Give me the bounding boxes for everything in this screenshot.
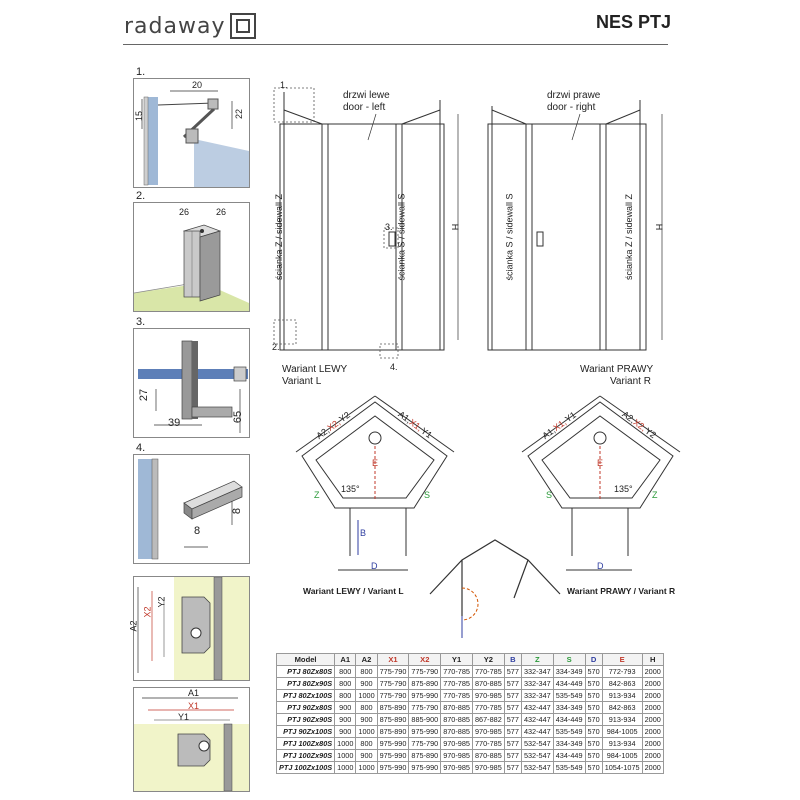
value-cell: 875-890	[377, 726, 409, 738]
plan-left-angle: 135°	[341, 484, 360, 494]
value-cell: 875-890	[377, 714, 409, 726]
value-cell: 900	[335, 702, 356, 714]
model-cell: PTJ 80Zx80S	[277, 666, 335, 678]
model-cell: PTJ 90Zx100S	[277, 726, 335, 738]
value-cell: 332-347	[521, 690, 553, 702]
table-header-d: D	[585, 654, 602, 666]
table-body	[277, 666, 664, 774]
value-cell: 775-790	[377, 690, 409, 702]
variant-left-pl: Wariant LEWY	[282, 364, 348, 375]
value-cell: 432-447	[521, 726, 553, 738]
table-header-y1: Y1	[441, 654, 473, 666]
table-header-e: E	[602, 654, 642, 666]
model-cell: PTJ 80Zx90S	[277, 678, 335, 690]
panel-1-number: 1.	[136, 66, 146, 78]
model-cell: PTJ 90Zx80S	[277, 702, 335, 714]
dim-26b: 26	[216, 207, 227, 217]
plan-left-s: S	[424, 490, 431, 500]
door-left-label-pl: drzwi lewe	[343, 90, 390, 101]
value-cell: 770-785	[472, 702, 504, 714]
plan-left-x1: X1,	[407, 417, 425, 433]
left-height-label: H	[450, 223, 461, 231]
value-cell: 570	[585, 690, 602, 702]
value-cell: 577	[504, 690, 521, 702]
value-cell: 570	[585, 702, 602, 714]
value-cell: 1000	[335, 750, 356, 762]
value-cell: 570	[585, 762, 602, 774]
model-cell: PTJ 90Zx90S	[277, 714, 335, 726]
value-cell: 913-934	[602, 714, 642, 726]
variant-right-pl: Wariant PRAWY	[580, 364, 654, 375]
callout-3: 3.	[385, 222, 393, 232]
value-cell: 1000	[356, 690, 377, 702]
value-cell: 875-890	[377, 702, 409, 714]
value-cell: 870-885	[472, 750, 504, 762]
value-cell: 770-785	[472, 666, 504, 678]
plan-left-caption: Wariant LEWY / Variant L	[303, 586, 404, 596]
value-cell: 334-349	[553, 738, 585, 750]
label-a2: A2	[128, 620, 139, 632]
value-cell: 770-785	[441, 678, 473, 690]
value-cell: 970-985	[441, 738, 473, 750]
value-cell: 332-347	[521, 666, 553, 678]
value-cell: 2000	[642, 738, 663, 750]
value-cell: 434-449	[553, 750, 585, 762]
value-cell: 577	[504, 762, 521, 774]
value-cell: 775-790	[377, 678, 409, 690]
value-cell: 800	[356, 666, 377, 678]
label-y1: Y1	[178, 712, 190, 722]
value-cell: 975-990	[377, 762, 409, 774]
plan-left-x2: X2,	[325, 417, 343, 433]
plan-left-b: B	[360, 528, 367, 538]
label-x1: X1	[188, 701, 200, 711]
value-cell: 2000	[642, 750, 663, 762]
value-cell: 870-885	[441, 702, 473, 714]
value-cell: 535-549	[553, 690, 585, 702]
value-cell: 913-934	[602, 690, 642, 702]
value-cell: 975-990	[377, 750, 409, 762]
value-cell: 970-985	[441, 762, 473, 774]
value-cell: 1000	[356, 762, 377, 774]
value-cell: 570	[585, 666, 602, 678]
value-cell: 842-863	[602, 678, 642, 690]
table-row	[277, 750, 664, 762]
value-cell: 900	[356, 678, 377, 690]
table-header-b: B	[504, 654, 521, 666]
value-cell: 1000	[335, 738, 356, 750]
value-cell: 842-863	[602, 702, 642, 714]
label-a1: A1	[188, 688, 200, 698]
value-cell: 570	[585, 714, 602, 726]
dim-20: 20	[192, 80, 203, 90]
value-cell: 775-790	[377, 666, 409, 678]
value-cell: 870-885	[472, 678, 504, 690]
table-header-y2: Y2	[472, 654, 504, 666]
value-cell: 577	[504, 738, 521, 750]
value-cell: 570	[585, 678, 602, 690]
table-row	[277, 666, 664, 678]
table-header-s: S	[553, 654, 585, 666]
callout-2: 2.	[272, 342, 280, 352]
value-cell: 577	[504, 678, 521, 690]
dim-8-horizontal: 8	[194, 525, 201, 537]
value-cell: 975-990	[409, 726, 441, 738]
value-cell: 800	[335, 678, 356, 690]
plan-right-caption: Wariant PRAWY / Variant R	[567, 586, 676, 596]
table-row	[277, 678, 664, 690]
value-cell: 775-790	[409, 738, 441, 750]
value-cell: 870-885	[441, 726, 473, 738]
value-cell: 775-790	[409, 702, 441, 714]
brand-logo-text: radaway	[124, 14, 226, 39]
value-cell: 432-447	[521, 714, 553, 726]
value-cell: 2000	[642, 762, 663, 774]
value-cell: 2000	[642, 714, 663, 726]
value-cell: 770-785	[441, 690, 473, 702]
spec-table	[276, 653, 664, 774]
value-cell: 913-934	[602, 738, 642, 750]
value-cell: 870-885	[441, 714, 473, 726]
dim-65: 65	[232, 410, 245, 424]
value-cell: 975-990	[409, 690, 441, 702]
value-cell: 532-547	[521, 750, 553, 762]
dim-26a: 26	[179, 207, 190, 217]
table-header-h: H	[642, 654, 663, 666]
value-cell: 984-1005	[602, 750, 642, 762]
plan-right-x2: X2,	[631, 417, 649, 433]
plan-right-a1: A1,	[540, 425, 558, 441]
value-cell: 535-549	[553, 762, 585, 774]
value-cell: 434-449	[553, 678, 585, 690]
value-cell: 1054-1075	[602, 762, 642, 774]
right-height-label: H	[654, 223, 665, 231]
label-x2: X2	[142, 606, 153, 618]
model-cell: PTJ 100Zx90S	[277, 750, 335, 762]
variant-right-en: Variant R	[610, 376, 651, 387]
value-cell: 2000	[642, 702, 663, 714]
table-row	[277, 690, 664, 702]
value-cell: 800	[356, 738, 377, 750]
plan-left-e: E	[372, 458, 379, 468]
value-cell: 570	[585, 750, 602, 762]
value-cell: 532-547	[521, 738, 553, 750]
plan-right-a2: A2,	[620, 409, 638, 425]
plan-right-d: D	[597, 561, 604, 571]
left-sidewall-z-label: ścianka Z / sidewall Z	[274, 193, 285, 281]
value-cell: 770-785	[472, 738, 504, 750]
table-row	[277, 762, 664, 774]
value-cell: 984-1005	[602, 726, 642, 738]
value-cell: 577	[504, 702, 521, 714]
dim-22: 22	[234, 108, 245, 120]
value-cell: 775-790	[409, 666, 441, 678]
value-cell: 570	[585, 738, 602, 750]
label-y2: Y2	[156, 596, 167, 608]
value-cell: 2000	[642, 726, 663, 738]
value-cell: 867-882	[472, 714, 504, 726]
value-cell: 800	[335, 690, 356, 702]
panel-3-number: 3.	[136, 316, 146, 328]
door-right-label-pl: drzwi prawe	[547, 90, 601, 101]
value-cell: 332-347	[521, 678, 553, 690]
value-cell: 885-900	[409, 714, 441, 726]
plan-right-s: S	[546, 490, 553, 500]
value-cell: 970-985	[472, 762, 504, 774]
table-header-a2: A2	[356, 654, 377, 666]
table-header-a1: A1	[335, 654, 356, 666]
plan-right-y2: Y2	[643, 425, 658, 441]
value-cell: 577	[504, 750, 521, 762]
value-cell: 2000	[642, 666, 663, 678]
value-cell: 875-890	[409, 750, 441, 762]
table-row	[277, 738, 664, 750]
value-cell: 970-985	[441, 750, 473, 762]
table-header-z: Z	[521, 654, 553, 666]
dim-39: 39	[168, 417, 181, 429]
value-cell: 800	[356, 702, 377, 714]
plan-left-z: Z	[314, 490, 320, 500]
value-cell: 900	[335, 714, 356, 726]
dim-27: 27	[138, 388, 151, 402]
model-cell: PTJ 100Zx100S	[277, 762, 335, 774]
door-left-label-en: door - left	[343, 102, 386, 113]
value-cell: 800	[335, 666, 356, 678]
value-cell: 577	[504, 666, 521, 678]
model-cell: PTJ 80Zx100S	[277, 690, 335, 702]
callout-4: 4.	[390, 362, 398, 372]
plan-left-y1: Y1	[419, 425, 434, 441]
value-cell: 334-349	[553, 702, 585, 714]
value-cell: 2000	[642, 690, 663, 702]
variant-left-en: Variant L	[282, 376, 322, 387]
right-sidewall-s-label: ścianka S / sidewall S	[504, 193, 515, 281]
table-header-row	[277, 654, 664, 666]
value-cell: 970-985	[472, 690, 504, 702]
table-header-x1: X1	[377, 654, 409, 666]
left-sidewall-s-label: ścianka S / sidewall S	[396, 193, 407, 281]
value-cell: 577	[504, 726, 521, 738]
dim-15: 15	[134, 110, 145, 122]
value-cell: 577	[504, 714, 521, 726]
table-header-model: Model	[277, 654, 335, 666]
plan-right-angle: 135°	[614, 484, 633, 494]
plan-left-a1: A1,	[396, 409, 414, 425]
door-right-label-en: door - right	[547, 102, 596, 113]
plan-right-e: E	[597, 458, 604, 468]
plan-right-z: Z	[652, 490, 658, 500]
table-row	[277, 714, 664, 726]
value-cell: 772-793	[602, 666, 642, 678]
table-row	[277, 726, 664, 738]
value-cell: 1000	[356, 726, 377, 738]
value-cell: 334-349	[553, 666, 585, 678]
value-cell: 432-447	[521, 702, 553, 714]
plan-left-a2: A2,	[314, 425, 332, 441]
plan-left-y2: Y2	[337, 409, 352, 425]
value-cell: 975-990	[409, 762, 441, 774]
value-cell: 900	[356, 714, 377, 726]
dim-8-vertical: 8	[231, 507, 244, 515]
callout-1: 1.	[280, 80, 288, 90]
value-cell: 434-449	[553, 714, 585, 726]
value-cell: 975-990	[377, 738, 409, 750]
plan-right-y1: Y1	[563, 409, 578, 425]
value-cell: 1000	[335, 762, 356, 774]
right-sidewall-z-label: ścianka Z / sidewall Z	[624, 193, 635, 281]
table-header-x2: X2	[409, 654, 441, 666]
panel-2-number: 2.	[136, 190, 146, 202]
value-cell: 770-785	[441, 666, 473, 678]
panel-4-number: 4.	[136, 442, 146, 454]
value-cell: 570	[585, 726, 602, 738]
plan-right-x1: X1,	[551, 417, 569, 433]
value-cell: 900	[356, 750, 377, 762]
value-cell: 2000	[642, 678, 663, 690]
page-title: NES PTJ	[596, 12, 672, 32]
table-row	[277, 702, 664, 714]
model-cell: PTJ 100Zx80S	[277, 738, 335, 750]
value-cell: 532-547	[521, 762, 553, 774]
value-cell: 970-985	[472, 726, 504, 738]
value-cell: 900	[335, 726, 356, 738]
value-cell: 875-890	[409, 678, 441, 690]
plan-left-d: D	[371, 561, 378, 571]
value-cell: 535-549	[553, 726, 585, 738]
